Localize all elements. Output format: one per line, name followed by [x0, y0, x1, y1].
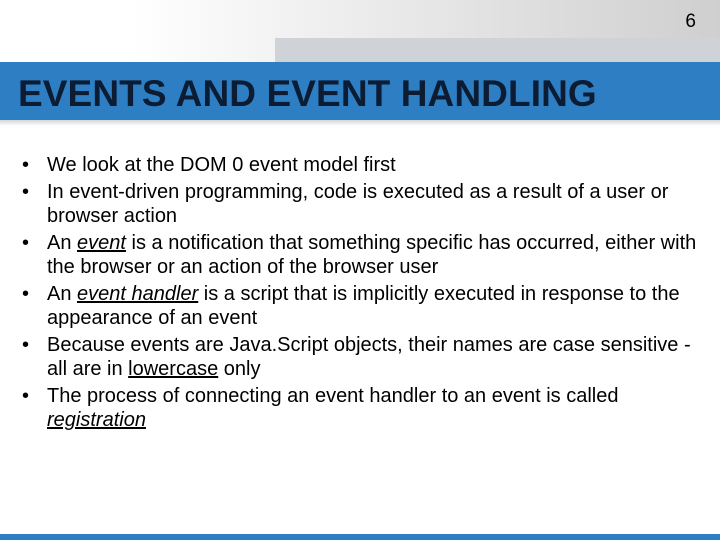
- bullet-text: An: [47, 283, 78, 305]
- bullet-text: is a notification that something specific has occurred, either with the browser or an action of the browser user: [47, 232, 697, 278]
- bullet-text: An: [47, 232, 78, 254]
- bullet-list: [22, 153, 712, 435]
- term-registration: registration: [47, 409, 146, 431]
- bullet-text: In event-driven programming, code is executed as a result of a user or browser action: [47, 181, 669, 227]
- bullet-icon: •: [22, 181, 30, 203]
- bullet-text: We look at the DOM 0 event model first: [47, 154, 396, 176]
- bullet-text: Because events are Java.Script objects, their names are case sensitive - all are in: [47, 334, 691, 380]
- bullet-icon: •: [22, 385, 30, 407]
- term-event: event: [77, 232, 126, 254]
- bullet-icon: •: [22, 334, 30, 356]
- bullet-text: only: [218, 358, 261, 380]
- bullet-text: The process of connecting an event handler to an event is called: [47, 385, 619, 407]
- header-accent-bar: [275, 38, 720, 62]
- term-event-handler: event handler: [77, 283, 199, 305]
- bullet-icon: •: [22, 283, 30, 305]
- bullet-item: [22, 282, 712, 330]
- bullet-item: [22, 384, 712, 432]
- bullet-text: is a script that is implicitly executed in response to the appearance of an event: [47, 283, 680, 329]
- term-lowercase: lowercase: [128, 358, 219, 380]
- footer-bar: [0, 534, 720, 540]
- bullet-icon: •: [22, 232, 30, 254]
- slide-title: EVENTS AND EVENT HANDLING: [18, 73, 597, 114]
- bullet-item: [22, 153, 712, 177]
- slide-number: 6: [685, 11, 696, 32]
- bullet-icon: •: [22, 154, 30, 176]
- title-shadow: [0, 120, 720, 126]
- bullet-item: [22, 231, 712, 279]
- bullet-item: [22, 180, 712, 228]
- bullet-item: [22, 333, 712, 381]
